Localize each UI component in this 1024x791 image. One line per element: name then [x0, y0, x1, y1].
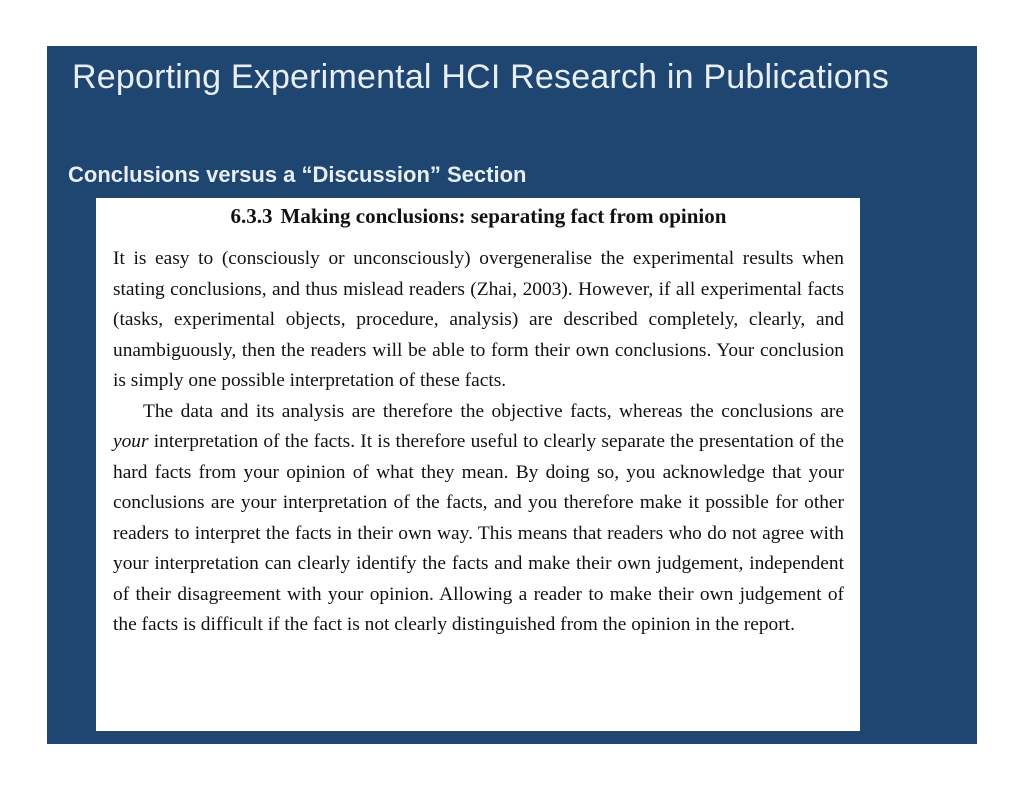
section-number: 6.3.3 [230, 204, 273, 228]
paragraph-2-start: The data and its analysis are therefore the objective facts, whereas the conclusions are [143, 400, 844, 422]
excerpt-paragraph-2 [113, 397, 844, 641]
paragraph-2-end: interpretation of the facts. It is therefore useful to clearly separate the presentation of the hard facts from your opinion of what they mean. By doing so, you acknowledge that your conclusions are your interpretation of the facts, and you therefore make it possible for other readers to interpret the facts in their own way. This means that readers who do not agree with your interpretation can clearly identify the facts and make their own judgement, independent of their disagreement with your opinion. Allowing a reader to make their own judgement of the facts is difficult if the fact is not clearly distinguished from the opinion in the report. [113, 431, 844, 635]
slide-title: Reporting Experimental HCI Research in Publications [72, 58, 890, 96]
excerpt-paragraph-1: It is easy to (consciously or unconsciously) overgeneralise the experimental results when stating conclusions, and thus mislead readers (Zhai, 2003). However, if all experimental facts (tasks, experimental objects, procedure, analysis) are described completely, clearly, and unambiguously, then the readers will be able to form their own conclusions. Your conclusion is simply one possible interpretation of these facts. [113, 248, 844, 391]
section-title: Making conclusions: separating fact from opinion [280, 204, 727, 228]
slide [47, 46, 977, 744]
excerpt-heading [113, 202, 844, 230]
slide-subtitle: Conclusions versus a “Discussion” Section [68, 162, 527, 187]
emphasis-your: your [113, 431, 149, 452]
book-excerpt-image [96, 198, 860, 731]
